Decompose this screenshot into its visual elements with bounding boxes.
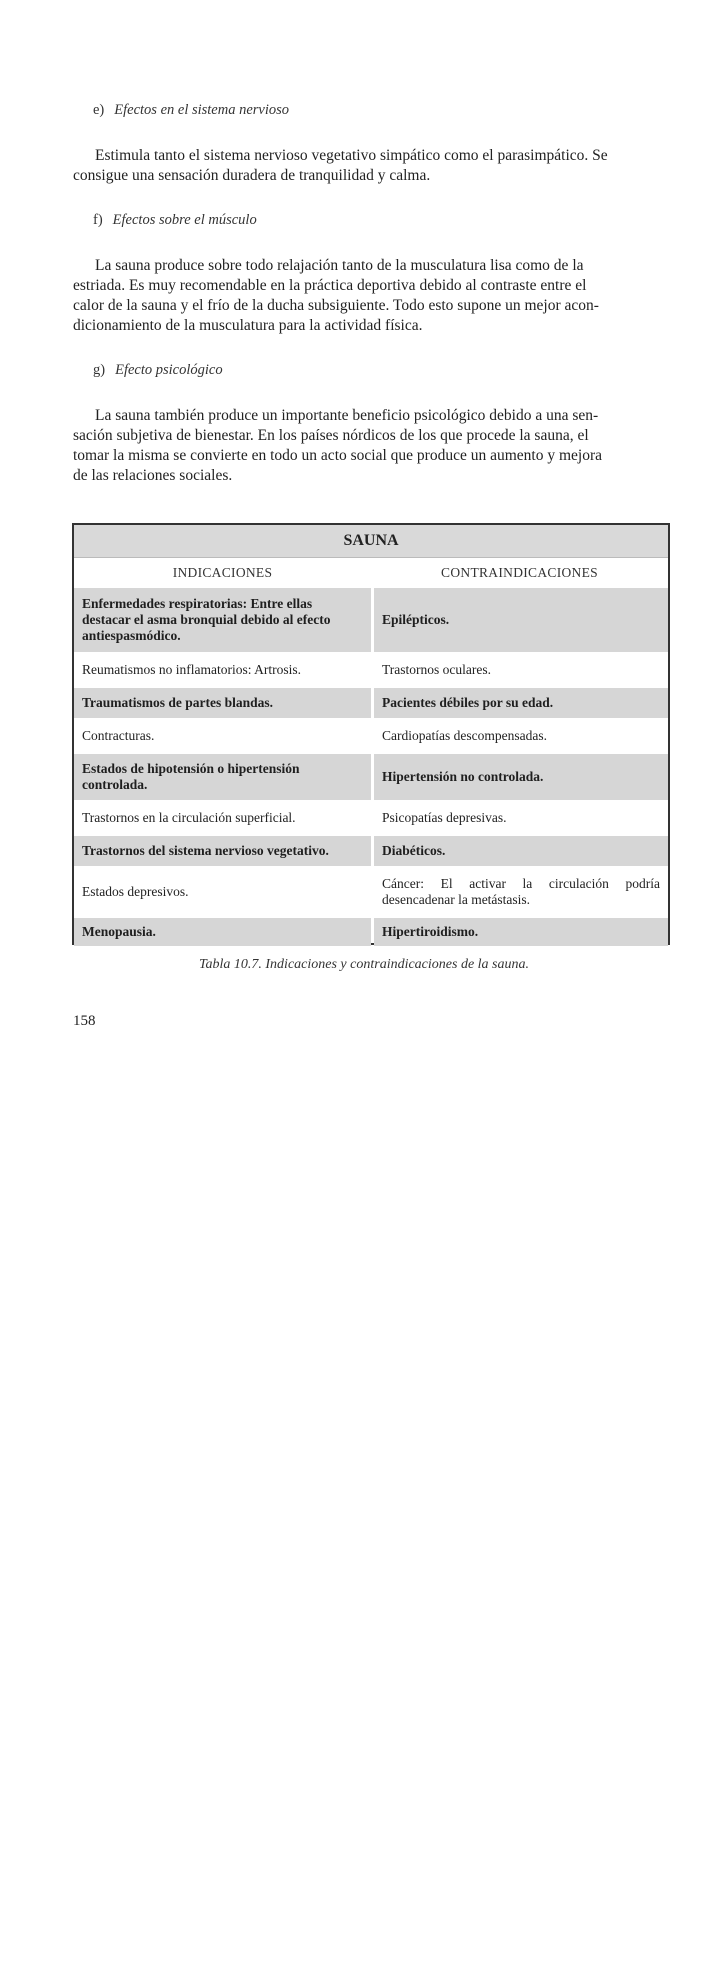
table-cell-contraindicacion: Hipertiroidismo. (374, 918, 668, 946)
table-cell-indicacion: Trastornos del sistema nervioso vegetativo. (74, 836, 371, 866)
paragraph-psychological (73, 406, 670, 486)
paragraph-line: estriada. Es muy recomendable en la práctica deportiva debido al contraste entre el (73, 277, 587, 294)
table-cell-contraindicacion: Trastornos oculares. (374, 654, 668, 686)
section-title: Efectos sobre el músculo (112, 212, 257, 228)
table-row (74, 718, 668, 752)
column-header-contraindicaciones: CONTRAINDICACIONES (441, 565, 598, 580)
table-cell-indicacion: Estados depresivos. (74, 868, 371, 916)
table-title: SAUNA (74, 525, 668, 558)
table-row (74, 588, 668, 652)
paragraph-line: consigue una sensación duradera de tranquilidad y calma. (73, 167, 431, 184)
page-number: 158 (73, 1013, 96, 1029)
paragraph-line: Estimula tanto el sistema nervioso vegetativo simpático como el parasimpático. Se (95, 147, 608, 164)
table-row (74, 652, 668, 686)
table-cell-contraindicacion: Pacientes débiles por su edad. (374, 688, 668, 718)
table-row (74, 866, 668, 916)
section-letter: e) (93, 102, 105, 118)
table-cell-indicacion: Reumatismos no inflamatorios: Artrosis. (74, 654, 371, 686)
paragraph-line: dicionamiento de la musculatura para la actividad física. (73, 317, 423, 334)
paragraph-nervous-system (73, 146, 670, 186)
section-heading-e (93, 102, 653, 119)
paragraph-line: de las relaciones sociales. (73, 467, 233, 484)
section-title: Efecto psicológico (115, 362, 223, 378)
table-row (74, 834, 668, 866)
paragraph-line: La sauna produce sobre todo relajación tanto de la musculatura lisa como de la (95, 257, 584, 274)
sauna-table (72, 523, 670, 945)
table-cell-indicacion: Traumatismos de partes blandas. (74, 688, 371, 718)
table-cell-indicacion: Estados de hipotensión o hipertensión controlada. (74, 754, 371, 800)
table-row (74, 752, 668, 800)
paragraph-line: La sauna también produce un importante beneficio psicológico debido a una sen- (95, 407, 599, 424)
table-row (74, 916, 668, 946)
table-cell-indicacion: Menopausia. (74, 918, 371, 946)
section-title: Efectos en el sistema nervioso (114, 102, 290, 118)
table-cell-contraindicacion: Cardiopatías descompensadas. (374, 720, 668, 752)
table-row (74, 800, 668, 834)
paragraph-line: tomar la misma se convierte en todo un acto social que produce un aumento y mejora (73, 447, 602, 464)
column-header-indicaciones: INDICACIONES (172, 565, 273, 580)
section-letter: g) (93, 362, 106, 378)
paragraph-muscle (73, 256, 670, 336)
table-cell-contraindicacion: Hipertensión no controlada. (374, 754, 668, 800)
table-cell-indicacion: Trastornos en la circulación superficial. (74, 802, 371, 834)
paragraph-line: sación subjetiva de bienestar. En los países nórdicos de los que procede la sauna, el (73, 427, 589, 444)
table-row (74, 686, 668, 718)
table-caption: Tabla 10.7. Indicaciones y contraindicaciones de la sauna. (199, 957, 529, 972)
table-cell-contraindicacion: Cáncer: El activar la circulación podría desencadenar la metástasis. (374, 868, 668, 916)
table-cell-contraindicacion: Diabéticos. (374, 836, 668, 866)
table-cell-contraindicacion: Epilépticos. (374, 588, 668, 652)
table-cell-indicacion: Enfermedades respiratorias: Entre ellas destacar el asma bronquial debido al efecto antiespasmódico. (74, 588, 371, 652)
section-heading-f (93, 212, 653, 229)
table-header-row (74, 558, 668, 588)
section-heading-g (93, 362, 653, 379)
section-letter: f) (93, 212, 103, 228)
table-cell-contraindicacion: Psicopatías depresivas. (374, 802, 668, 834)
table-cell-indicacion: Contracturas. (74, 720, 371, 752)
paragraph-line: calor de la sauna y el frío de la ducha subsiguiente. Todo esto supone un mejor acon- (73, 297, 599, 314)
